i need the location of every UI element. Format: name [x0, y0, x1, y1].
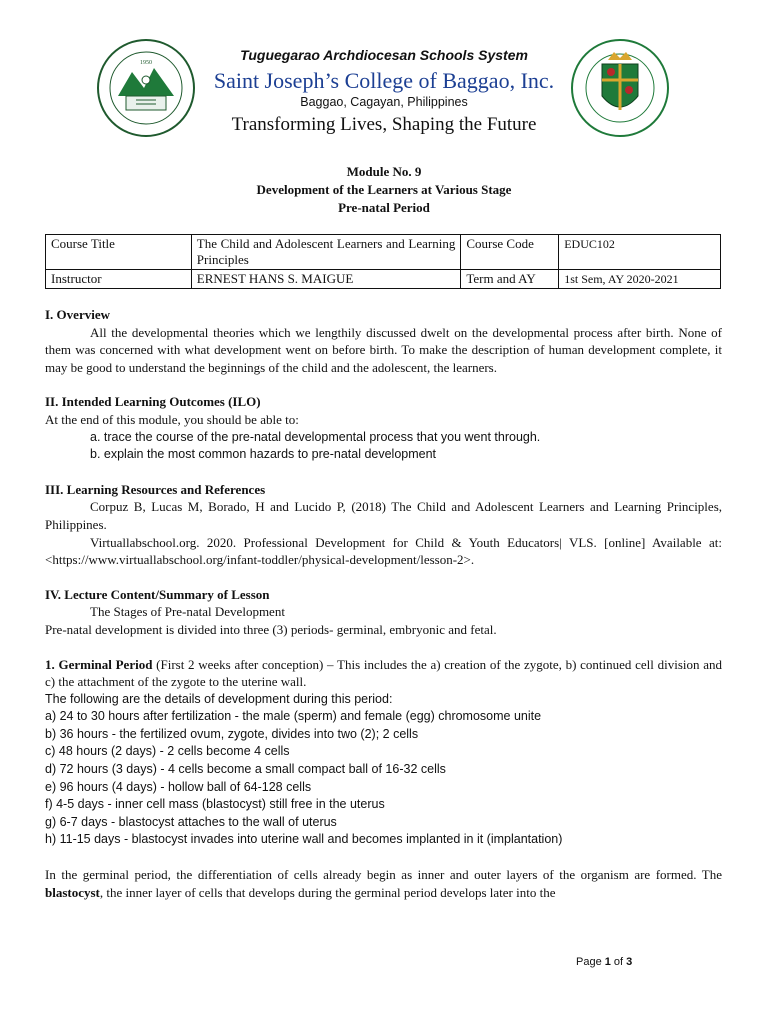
germinal-period-description: (First 2 weeks after conception) – This includes the a) creation of the zygote, b) continued cell division and c) the attachment of the zygote to the uterine wall. [45, 656, 722, 690]
details-intro: The following are the details of development during this period: [45, 691, 393, 706]
germinal-period-paragraph [45, 656, 722, 691]
lecture-intro: Pre-natal development is divided into three (3) periods- germinal, embryonic and fetal. [45, 621, 497, 637]
instructor-value: ERNEST HANS S. MAIGUE [191, 270, 461, 289]
list-item: d) 72 hours (3 days) - 4 cells become a small compact ball of 16-32 cells [45, 762, 446, 777]
germinal-details-list [45, 691, 722, 849]
seal-year: 1950 [140, 60, 152, 66]
module-heading [0, 163, 768, 217]
table-row [46, 235, 721, 270]
list-item: e) 96 hours (4 days) - hollow ball of 64-128 cells [45, 779, 312, 794]
ilo-item-b: b. explain the most common hazards to pre-natal development [90, 447, 437, 462]
lecture-subheading: The Stages of Pre-natal Development [90, 604, 285, 620]
course-title-label: Course Title [46, 235, 192, 270]
ilo-heading: II. Intended Learning Outcomes (ILO) [45, 394, 261, 410]
resources-heading: III. Learning Resources and References [45, 481, 266, 497]
module-title: Development of the Learners at Various Stage [256, 182, 512, 197]
overview-body: All the developmental theories which we lengthily discussed dwelt on the developmental process after birth. None of them was concerned with what development went on before birth. To make the description of human development complete, it may be good to understand the beginnings of the child and the adolescent, the learners. [45, 324, 722, 375]
instructor-label: Instructor [46, 270, 192, 289]
total-pages: 3 [626, 956, 633, 968]
term-value: 1st Sem, AY 2020-2021 [559, 270, 721, 289]
course-title-value: The Child and Adolescent Learners and Learning Principles [191, 235, 461, 270]
college-name: Saint Joseph’s College of Baggao, Inc. [213, 68, 555, 93]
germinal-closing-paragraph [45, 866, 722, 901]
term-label: Term and AY [461, 270, 559, 289]
list-item: h) 11-15 days - blastocyst invades into uterine wall and becomes implanted in it (implantation) [45, 832, 563, 847]
table-row [46, 270, 721, 289]
list-item: c) 48 hours (2 days) - 2 cells become 4 cells [45, 744, 290, 759]
college-motto: Transforming Lives, Shaping the Future [231, 114, 537, 135]
of-word: of [610, 956, 627, 968]
reference-1: Corpuz B, Lucas M, Borado, H and Lucido P, (2018) The Child and Adolescent Learners and Learning Principles, Philippines. [45, 499, 722, 532]
list-item: b) 36 hours - the fertilized ovum, zygote, divides into two (2); 2 cells [45, 726, 419, 741]
ilo-item-a: a. trace the course of the pre-natal developmental process that you went through. [90, 429, 541, 444]
school-system-name: Tuguegarao Archdiocesan Schools System [240, 47, 528, 63]
closing-text-2: , the inner layer of cells that develops during the germinal period develops later into the [99, 884, 556, 900]
reference-2: Virtuallabschool.org. 2020. Professional Development for Child & Youth Educators| VLS. [online] Available at: <https://www.virtuallabschool.org/infant-toddler/physical-development/lesson-2>. [45, 534, 722, 568]
college-location: Baggao, Cagayan, Philippines [300, 95, 468, 109]
list-item: a) 24 to 30 hours after fertilization - the male (sperm) and female (egg) chromosome unite [45, 709, 542, 724]
course-info-table [45, 234, 721, 289]
closing-text-1: In the germinal period, the differentiation of cells already begin as inner and outer layers of the organism are formed. The [45, 867, 722, 883]
lecture-heading: IV. Lecture Content/Summary of Lesson [45, 586, 270, 602]
document-header [0, 0, 768, 150]
course-code-value: EDUC102 [559, 235, 721, 270]
blastocyst-term: blastocyst [45, 884, 100, 900]
overview-heading: I. Overview [45, 307, 110, 322]
ilo-intro: At the end of this module, you should be able to: [45, 411, 299, 427]
page-number [576, 956, 632, 968]
module-number: Module No. 9 [346, 164, 422, 179]
current-page: 1 [604, 956, 611, 968]
page-word: Page [576, 956, 605, 968]
germinal-period-title: 1. Germinal Period [45, 656, 153, 672]
course-code-label: Course Code [461, 235, 559, 270]
list-item: f) 4-5 days - inner cell mass (blastocyst) still free in the uterus [45, 797, 385, 812]
module-content [45, 306, 722, 901]
module-period: Pre-natal Period [338, 200, 430, 215]
list-item: g) 6-7 days - blastocyst attaches to the wall of uterus [45, 814, 337, 829]
